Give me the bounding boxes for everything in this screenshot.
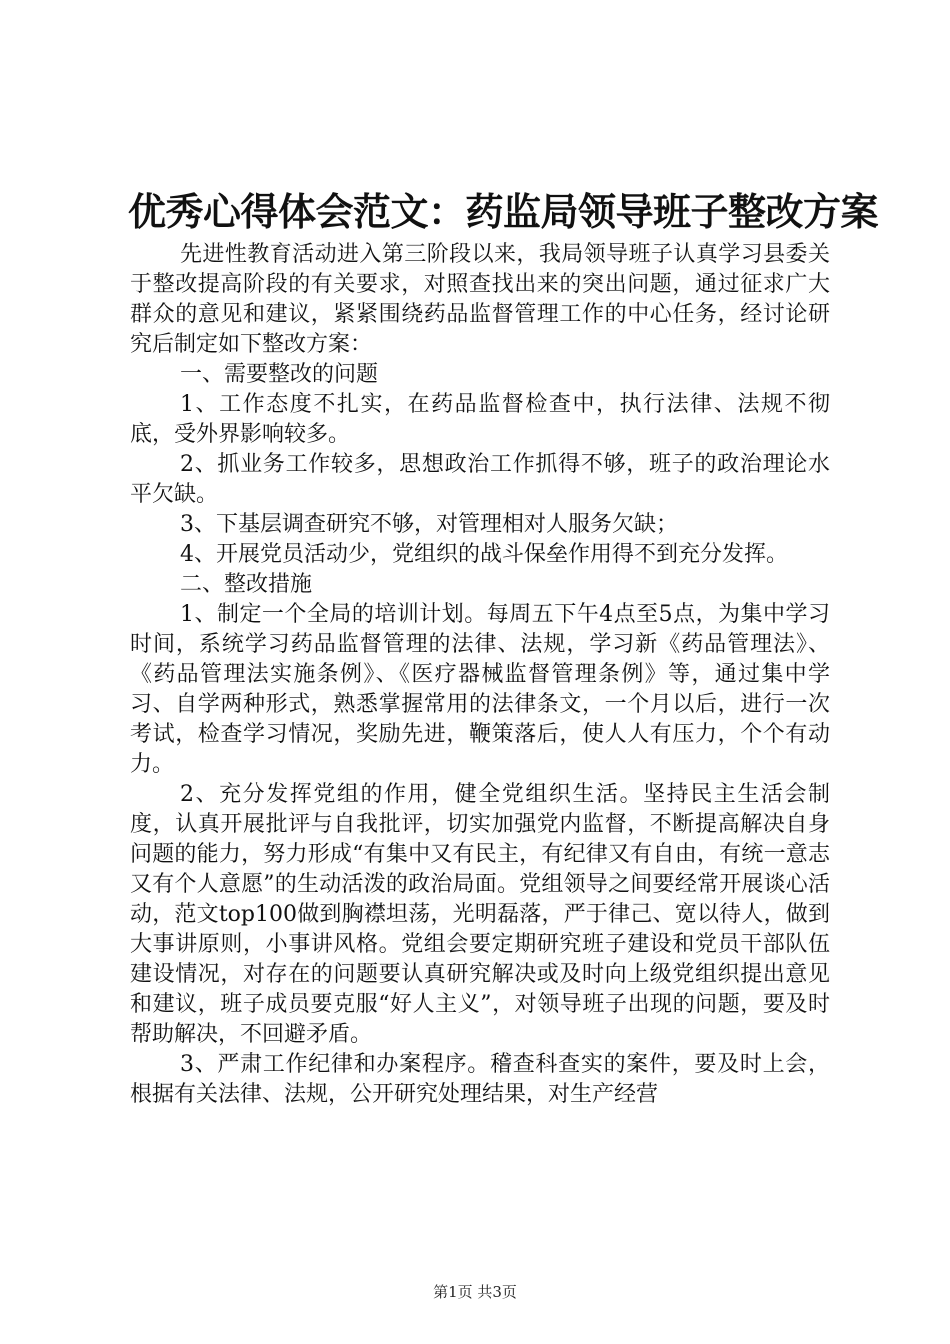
- document-body: [130, 240, 830, 1110]
- problem-item-1: 1、工作态度不扎实，在药品监督检查中，执行法律、法规不彻底，受外界影响较多。: [130, 392, 830, 447]
- measure-item-1: 1、制定一个全局的培训计划。每周五下午4点至5点，为集中学习时间，系统学习药品监督管理的法律、法规，学习新《药品管理法》、《药品管理法实施条例》、《医疗器械监督管理条例》等，通过集中学习、自学两种形式，熟悉掌握常用的法律条文，一个月以后，进行一次考试，检查学习情况，奖励先进，鞭策落后，使人人有压力，个个有动力。: [130, 602, 830, 777]
- section-heading-problems: 一、需要整改的问题: [180, 362, 379, 387]
- document-title: 优秀心得体会范文：药监局领导班子整改方案: [128, 190, 879, 234]
- problem-item-2: 2、抓业务工作较多，思想政治工作抓得不够，班子的政治理论水平欠缺。: [130, 452, 830, 507]
- measure-item-3: 3、严肃工作纪律和办案程序。稽查科查实的案件，要及时上会，根据有关法律、法规，公开研究处理结果，对生产经营: [130, 1052, 830, 1107]
- problem-item-3: 3、下基层调查研究不够，对管理相对人服务欠缺；: [180, 512, 678, 537]
- intro-paragraph: 先进性教育活动进入第三阶段以来，我局领导班子认真学习县委关于整改提高阶段的有关要求，对照查找出来的突出问题，通过征求广大群众的意见和建议，紧紧围绕药品监督管理工作的中心任务，经讨论研究后制定如下整改方案：: [130, 242, 830, 357]
- measure-item-2: 2、充分发挥党组的作用，健全党组织生活。坚持民主生活会制度，认真开展批评与自我批评，切实加强党内监督，不断提高解决自身问题的能力，努力形成“有集中又有民主，有纪律又有自由，有统一意志又有个人意愿”的生动活泼的政治局面。党组领导之间要经常开展谈心活动，范文top100做到胸襟坦荡，光明磊落，严于律己、宽以待人，做到大事讲原则，小事讲风格。党组会要定期研究班子建设和党员干部队伍建设情况，对存在的问题要认真研究解决或及时向上级党组织提出意见和建议，班子成员要克服“好人主义”，对领导班子出现的问题，要及时帮助解决，不回避矛盾。: [130, 782, 830, 1047]
- page-number-footer: 第1页 共3页: [433, 1283, 517, 1301]
- section-heading-measures: 二、整改措施: [180, 572, 313, 597]
- problem-item-4: 4、开展党员活动少，党组织的战斗保垒作用得不到充分发挥。: [180, 542, 788, 567]
